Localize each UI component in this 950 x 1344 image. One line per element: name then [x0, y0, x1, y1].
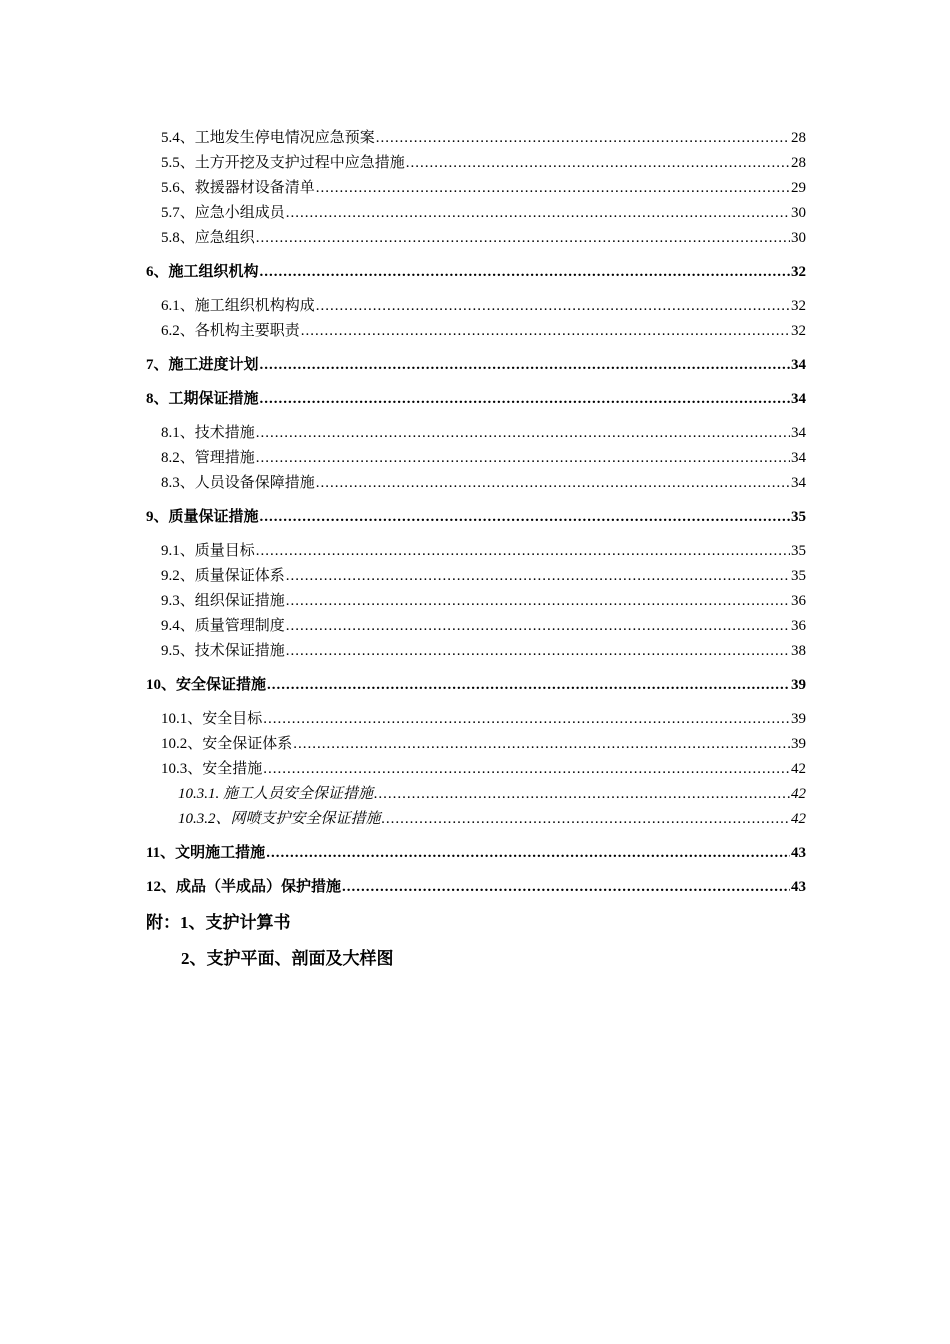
toc-dot-leader	[316, 471, 790, 496]
toc-entry-title: 9.4、质量管理制度	[161, 618, 285, 634]
toc-dot-leader	[260, 353, 790, 378]
toc-entry[interactable]	[146, 471, 806, 496]
toc-entry-page-number: 32	[791, 323, 806, 339]
toc-entry-title: 5.5、土方开挖及支护过程中应急措施	[161, 155, 405, 171]
toc-entry-page-number: 35	[791, 568, 806, 584]
toc-entry-page-number: 39	[791, 677, 806, 693]
toc-entry[interactable]	[146, 201, 806, 226]
toc-entry[interactable]	[146, 639, 806, 664]
toc-entry[interactable]	[146, 841, 806, 866]
toc-entry[interactable]	[146, 589, 806, 614]
toc-entry-page-number: 35	[791, 509, 806, 525]
appendix	[146, 910, 394, 982]
toc-entry[interactable]	[146, 353, 806, 378]
toc-entry-page-number: 28	[791, 130, 806, 146]
toc-entry-page-number: 30	[791, 230, 806, 246]
toc-entry-page-number: 28	[791, 155, 806, 171]
toc-entry-title: 9.2、质量保证体系	[161, 568, 285, 584]
toc-dot-leader	[260, 387, 790, 412]
toc-entry-title: 10.3.1. 施工人员安全保证措施	[178, 786, 374, 802]
toc-entry-page-number: 43	[791, 879, 806, 895]
table-of-contents	[146, 126, 806, 909]
toc-entry[interactable]	[146, 421, 806, 446]
toc-entry-page-number: 36	[791, 593, 806, 609]
toc-entry[interactable]	[146, 732, 806, 757]
toc-entry-page-number: 42	[791, 786, 806, 802]
toc-dot-leader	[260, 505, 790, 530]
toc-dot-leader	[286, 614, 790, 639]
toc-dot-leader	[293, 732, 790, 757]
toc-dot-leader	[263, 707, 790, 732]
toc-dot-leader	[256, 446, 790, 471]
toc-dot-leader	[267, 673, 790, 698]
toc-entry[interactable]	[146, 151, 806, 176]
toc-dot-leader	[316, 176, 790, 201]
toc-entry-page-number: 35	[791, 543, 806, 559]
toc-entry-page-number: 34	[791, 475, 806, 491]
toc-entry-title: 5.6、救援器材设备清单	[161, 180, 315, 196]
toc-dot-leader	[286, 589, 790, 614]
toc-entry-title: 9.1、质量目标	[161, 543, 255, 559]
toc-entry-page-number: 42	[791, 811, 806, 827]
toc-entry[interactable]	[146, 673, 806, 698]
toc-entry-page-number: 36	[791, 618, 806, 634]
toc-entry[interactable]	[146, 564, 806, 589]
toc-entry[interactable]	[146, 294, 806, 319]
toc-entry-title: 6.1、施工组织机构构成	[161, 298, 315, 314]
toc-dot-leader	[256, 226, 790, 251]
toc-entry[interactable]	[146, 319, 806, 344]
toc-dot-leader	[256, 421, 790, 446]
toc-entry-title: 6.2、各机构主要职责	[161, 323, 300, 339]
toc-dot-leader	[406, 151, 790, 176]
toc-entry-title: 9.3、组织保证措施	[161, 593, 285, 609]
toc-entry-page-number: 39	[791, 736, 806, 752]
toc-entry[interactable]	[146, 707, 806, 732]
toc-entry[interactable]	[146, 757, 806, 782]
appendix-line-1: 附：1、支护计算书	[146, 913, 291, 932]
toc-dot-leader	[263, 757, 790, 782]
toc-entry[interactable]	[146, 126, 806, 151]
toc-entry-title: 5.8、应急组织	[161, 230, 255, 246]
toc-dot-leader	[382, 807, 790, 832]
toc-dot-leader	[286, 201, 790, 226]
toc-entry-title: 11、文明施工措施	[146, 845, 266, 861]
toc-entry-title: 10、安全保证措施	[146, 677, 267, 693]
toc-entry-title: 9.5、技术保证措施	[161, 643, 285, 659]
toc-entry-title: 5.7、应急小组成员	[161, 205, 285, 221]
toc-entry[interactable]	[146, 176, 806, 201]
toc-dot-leader	[266, 841, 790, 866]
toc-entry-page-number: 42	[791, 761, 806, 777]
toc-entry-page-number: 38	[791, 643, 806, 659]
toc-entry-title: 10.3.2、网喷支护安全保证措施	[178, 811, 381, 827]
toc-entry-page-number: 39	[791, 711, 806, 727]
toc-dot-leader	[376, 126, 790, 151]
toc-dot-leader	[342, 875, 790, 900]
toc-dot-leader	[256, 539, 790, 564]
toc-entry[interactable]	[146, 807, 806, 832]
toc-entry-title: 10.1、安全目标	[161, 711, 263, 727]
toc-entry-page-number: 29	[791, 180, 806, 196]
toc-entry-title: 7、施工进度计划	[146, 357, 259, 373]
toc-dot-leader	[301, 319, 790, 344]
toc-entry-title: 9、质量保证措施	[146, 509, 259, 525]
toc-entry[interactable]	[146, 226, 806, 251]
toc-entry[interactable]	[146, 782, 806, 807]
toc-entry-title: 10.3、安全措施	[161, 761, 263, 777]
toc-entry[interactable]	[146, 614, 806, 639]
toc-entry[interactable]	[146, 505, 806, 530]
toc-entry-title: 8.1、技术措施	[161, 425, 255, 441]
toc-entry[interactable]	[146, 875, 806, 900]
toc-entry[interactable]	[146, 387, 806, 412]
toc-entry-page-number: 34	[791, 357, 806, 373]
appendix-line-2: 2、支护平面、剖面及大样图	[181, 949, 394, 968]
toc-entry-title: 8、工期保证措施	[146, 391, 259, 407]
toc-entry-title: 5.4、工地发生停电情况应急预案	[161, 130, 375, 146]
toc-entry-title: 8.3、人员设备保障措施	[161, 475, 315, 491]
toc-entry[interactable]	[146, 260, 806, 285]
toc-entry-title: 6、施工组织机构	[146, 264, 259, 280]
toc-entry-page-number: 32	[791, 264, 806, 280]
toc-dot-leader	[286, 639, 790, 664]
toc-dot-leader	[374, 782, 790, 807]
toc-entry-page-number: 34	[791, 450, 806, 466]
toc-entry-page-number: 32	[791, 298, 806, 314]
toc-dot-leader	[316, 294, 790, 319]
toc-entry[interactable]	[146, 446, 806, 471]
toc-entry-page-number: 34	[791, 391, 806, 407]
toc-entry-title: 10.2、安全保证体系	[161, 736, 293, 752]
toc-entry-title: 12、成品（半成品）保护措施	[146, 879, 342, 895]
toc-entry-title: 8.2、管理措施	[161, 450, 255, 466]
toc-entry-page-number: 43	[791, 845, 806, 861]
toc-entry[interactable]	[146, 539, 806, 564]
toc-entry-page-number: 30	[791, 205, 806, 221]
toc-dot-leader	[260, 260, 790, 285]
toc-entry-page-number: 34	[791, 425, 806, 441]
toc-dot-leader	[286, 564, 790, 589]
